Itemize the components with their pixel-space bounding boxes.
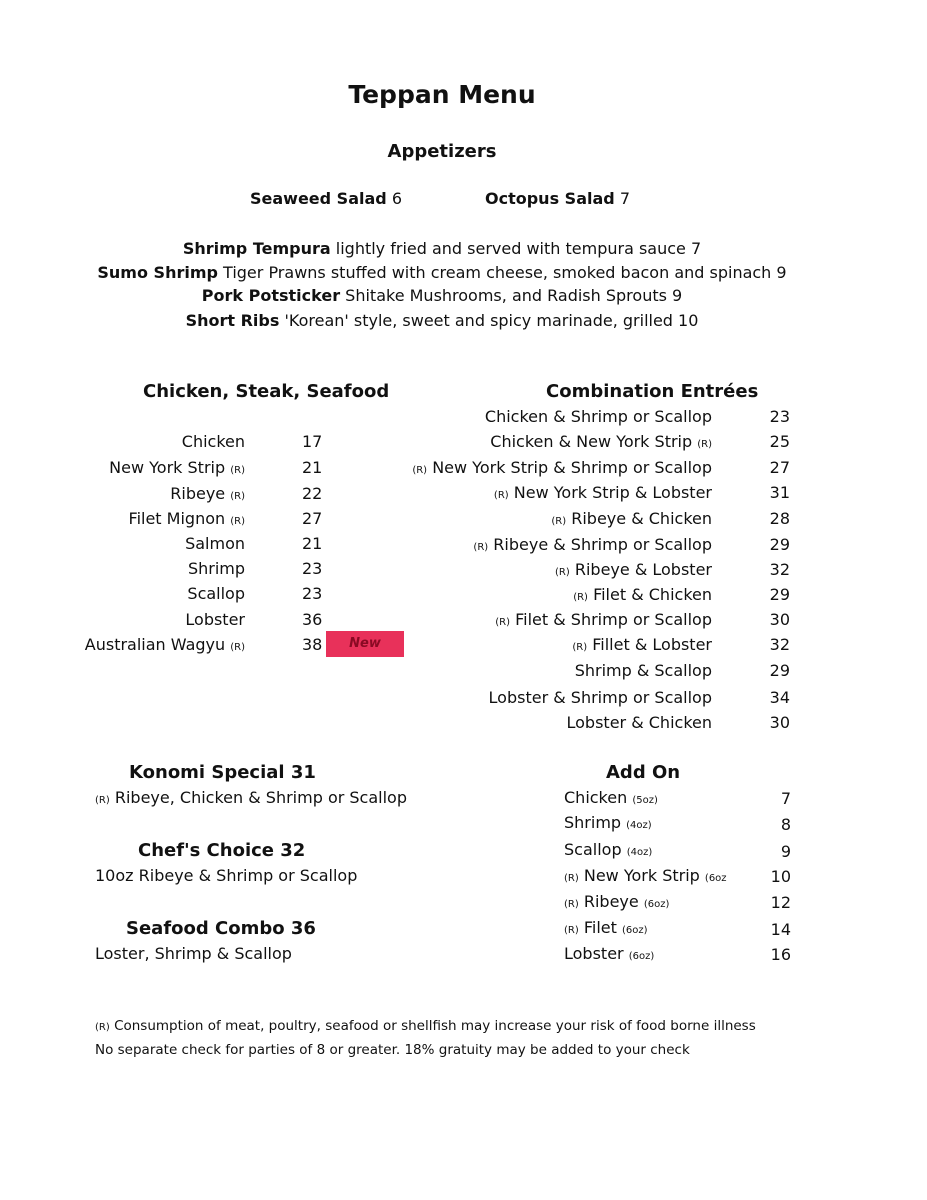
chicken-steak-seafood-heading: Chicken, Steak, Seafood (143, 381, 390, 402)
appetizer-name: Sumo Shrimp (97, 263, 218, 282)
appetizer-item (0, 263, 884, 282)
combo-item-name: (R) New York Strip & Lobster (493, 483, 712, 502)
special-title: Konomi Special 31 (129, 762, 316, 783)
add-on-item-name: Chicken (5oz) (564, 788, 658, 807)
menu-item-name: New York Strip (R) (109, 458, 245, 477)
combo-item-price: 29 (769, 535, 790, 554)
menu-item-name: Lobster (185, 610, 245, 629)
appetizer-item (0, 286, 884, 305)
combo-item-name: (R) Ribeye & Lobster (555, 560, 712, 579)
combo-item-price: 29 (769, 585, 790, 604)
add-on-item-price: 10 (770, 867, 791, 886)
menu-item-price: 36 (302, 610, 323, 629)
menu-item-price: 17 (302, 432, 323, 451)
appetizer-desc: 'Korean' style, sweet and spicy marinade, grilled 10 (284, 311, 699, 330)
combo-item-name: Chicken & Shrimp or Scallop (484, 407, 712, 426)
menu-item-name: Australian Wagyu (R) (84, 635, 245, 654)
combo-item-name: (R) Ribeye & Chicken (551, 509, 712, 528)
new-badge: New (326, 631, 404, 657)
menu-item-name: Salmon (185, 534, 245, 553)
menu-item-price: 27 (302, 509, 323, 528)
appetizer-name: Short Ribs (185, 311, 280, 330)
salad-price: 6 (391, 189, 403, 208)
appetizer-name: Shrimp Tempura (182, 239, 331, 258)
add-on-item-name: (R) New York Strip (6oz (564, 866, 727, 885)
add-on-item-price: 16 (770, 945, 791, 964)
menu-item-name: Chicken (181, 432, 245, 451)
special-title: Seafood Combo 36 (126, 918, 316, 939)
combo-item-name: (R) Filet & Shrimp or Scallop (495, 610, 712, 629)
add-on-item-name: Shrimp (4oz) (564, 813, 652, 832)
add-on-item-name: (R) Filet (6oz) (564, 918, 648, 937)
combo-item-price: 34 (769, 688, 790, 707)
combo-item-name: Chicken & New York Strip (R) (490, 432, 712, 451)
combo-item-name: (R) Fillet & Lobster (572, 635, 712, 654)
add-on-item-name: Scallop (4oz) (564, 840, 653, 859)
appetizer-item (0, 239, 884, 258)
special-desc: (R) Ribeye, Chicken & Shrimp or Scallop (95, 788, 407, 807)
combo-item-price: 28 (769, 509, 790, 528)
add-on-heading: Add On (606, 762, 681, 783)
combo-item-name: (R) Filet & Chicken (573, 585, 712, 604)
appetizer-desc: lightly fried and served with tempura sauce 7 (335, 239, 702, 258)
combo-item-name: Lobster & Shrimp or Scallop (488, 688, 712, 707)
menu-item-price: 21 (302, 458, 323, 477)
combination-heading: Combination Entrées (546, 381, 759, 402)
salad-name: Seaweed Salad (250, 189, 387, 208)
menu-item-price: 23 (302, 584, 323, 603)
combo-item-name: Lobster & Chicken (566, 713, 712, 732)
combo-item-name: (R) Ribeye & Shrimp or Scallop (473, 535, 712, 554)
combo-item-price: 29 (769, 661, 790, 680)
menu-item-price: 22 (302, 484, 323, 503)
combo-item-price: 30 (769, 713, 790, 732)
appetizers-heading: Appetizers (387, 141, 497, 162)
combo-item-price: 27 (769, 458, 790, 477)
footer-gratuity: No separate check for parties of 8 or greater. 18% gratuity may be added to your check (95, 1042, 690, 1058)
combo-item-name: (R) New York Strip & Shrimp or Scallop (412, 458, 712, 477)
salad-item (250, 189, 402, 208)
combo-item-name: Shrimp & Scallop (574, 661, 712, 680)
salad-name: Octopus Salad (485, 189, 615, 208)
add-on-item-price: 8 (780, 815, 791, 834)
appetizer-name: Pork Potsticker (201, 286, 341, 305)
add-on-item-price: 7 (780, 789, 791, 808)
salad-item (485, 189, 630, 208)
salad-price: 7 (619, 189, 630, 208)
appetizer-desc: Tiger Prawns stuffed with cream cheese, smoked bacon and spinach 9 (223, 263, 787, 282)
menu-item-price: 23 (302, 559, 323, 578)
combo-item-price: 25 (769, 432, 790, 451)
menu-item-name: Shrimp (187, 559, 245, 578)
special-desc: 10oz Ribeye & Shrimp or Scallop (95, 866, 358, 885)
appetizer-item (0, 311, 884, 330)
combo-item-price: 31 (769, 483, 790, 502)
combo-item-price: 32 (769, 635, 790, 654)
menu-item-price: 21 (302, 534, 323, 553)
menu-item-name: Filet Mignon (R) (128, 509, 245, 528)
add-on-item-price: 12 (770, 893, 791, 912)
page-title: Teppan Menu (348, 80, 536, 109)
add-on-item-price: 9 (780, 842, 791, 861)
add-on-item-name: (R) Ribeye (6oz) (564, 892, 670, 911)
add-on-item-name: Lobster (6oz) (564, 944, 655, 963)
menu-item-name: Scallop (187, 584, 245, 603)
special-title: Chef's Choice 32 (138, 840, 306, 861)
combo-item-price: 23 (769, 407, 790, 426)
special-desc: Loster, Shrimp & Scallop (95, 944, 292, 963)
combo-item-price: 30 (769, 610, 790, 629)
menu-item-price: 38 (302, 635, 323, 654)
menu-item-name: Ribeye (R) (170, 484, 245, 503)
add-on-item-price: 14 (770, 920, 791, 939)
footer-note: (R) Consumption of meat, poultry, seafood or shellfish may increase your risk of food borne illness (95, 1018, 756, 1034)
combo-item-price: 32 (769, 560, 790, 579)
appetizer-desc: Shitake Mushrooms, and Radish Sprouts 9 (345, 286, 683, 305)
